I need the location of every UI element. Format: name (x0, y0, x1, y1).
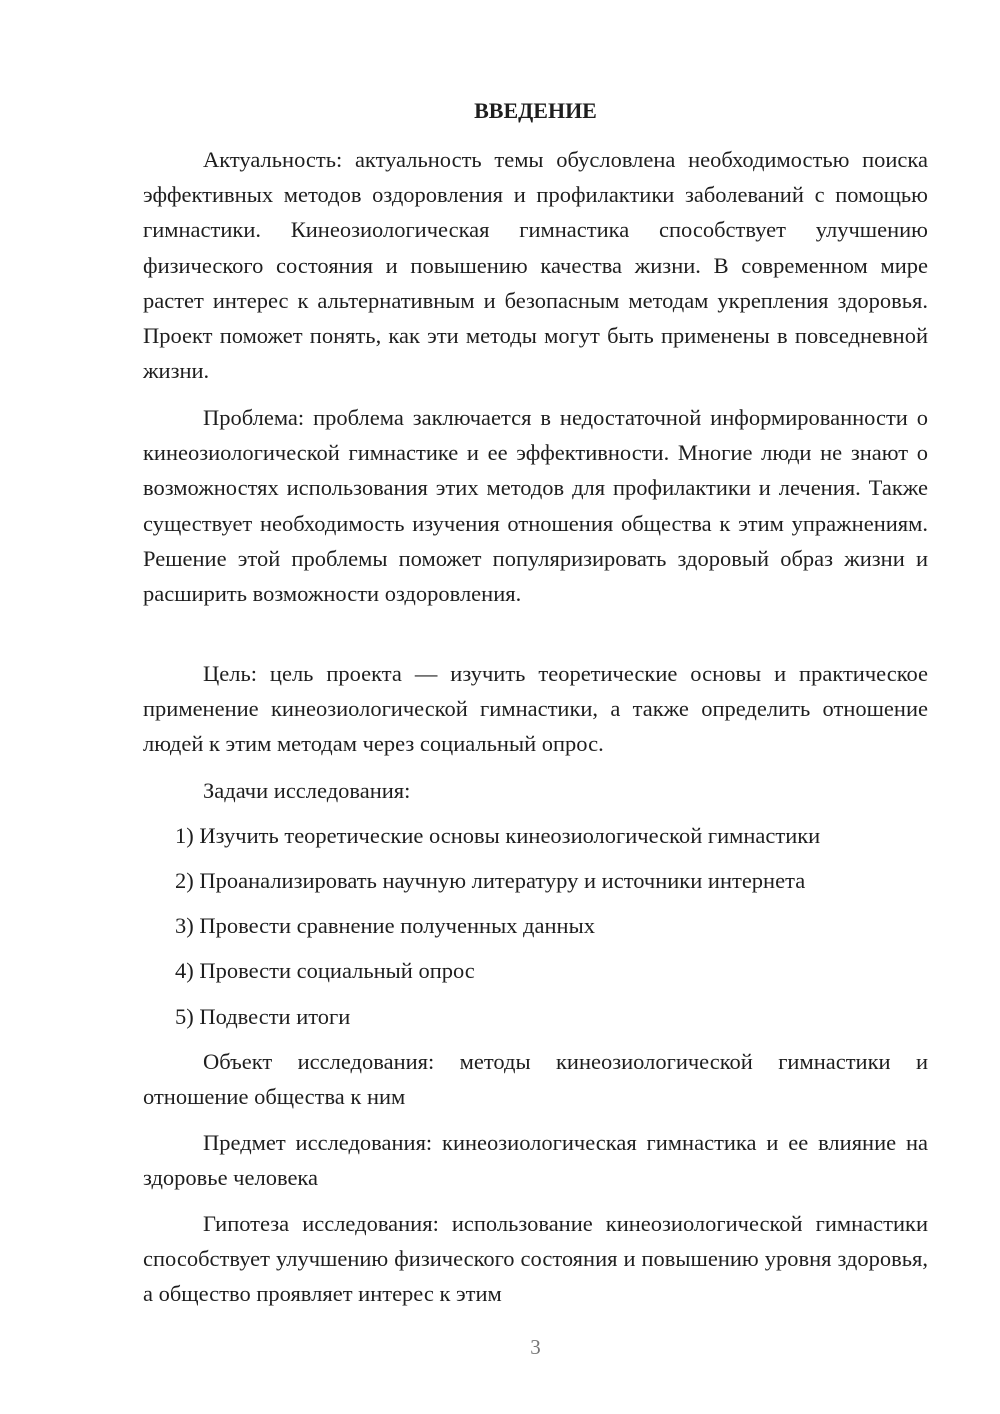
section-heading: ВВЕДЕНИЕ (474, 98, 597, 123)
task-item: 1) Изучить теоретические основы кинеозиологической гимнастики (175, 823, 821, 848)
paragraph-hypothesis: Гипотеза исследования: использование кинеозиологической гимнастики способствует улучшению физического состояния и повышению уровня здоровья, а общество проявляет интерес к этим (143, 1211, 928, 1307)
task-item: 5) Подвести итоги (175, 1004, 351, 1029)
paragraph-subject: Предмет исследования: кинеозиологическая гимнастика и ее влияние на здоровье человека (143, 1130, 928, 1191)
task-item: 3) Провести сравнение полученных данных (175, 913, 595, 938)
paragraph-relevance: Актуальность: актуальность темы обусловлена необходимостью поиска эффективных методов оздоровления и профилактики заболеваний с помощью гимнастики. Кинеозиологическая гимнастика способствует улучшению физического состояния и повышению качества жизни. В современном мире растет интерес к альтернативным и безопасным методам укрепления здоровья. Проект поможет понять, как эти методы могут быть применены в повседневной жизни. (143, 147, 928, 384)
paragraph-problem: Проблема: проблема заключается в недостаточной информированности о кинеозиологической гимнастике и ее эффективности. Многие люди не знают о возможностях использования этих методов для профилактики и лечения. Также существует необходимость изучения отношения общества к этим упражнениям. Решение этой проблемы поможет популяризировать здоровый образ жизни и расширить возможности оздоровления. (143, 405, 928, 607)
page-number: 3 (530, 1335, 541, 1359)
paragraph-goal: Цель: цель проекта — изучить теоретические основы и практическое применение кинеозиологической гимнастики, а также определить отношение людей к этим методам через социальный опрос. (143, 661, 928, 757)
task-item: 4) Провести социальный опрос (175, 958, 475, 983)
task-item: 2) Проанализировать научную литературу и источники интернета (175, 868, 806, 893)
paragraph-object: Объект исследования: методы кинеозиологической гимнастики и отношение общества к ним (143, 1049, 928, 1110)
tasks-label: Задачи исследования: (203, 778, 411, 803)
